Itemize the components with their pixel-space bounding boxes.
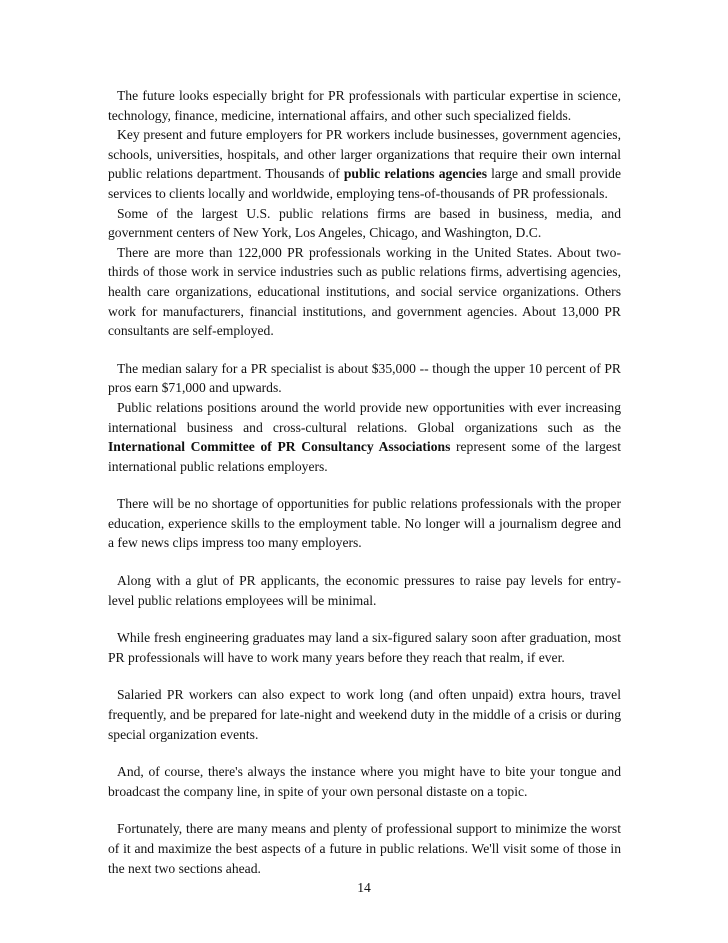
paragraph-text: Salaried PR workers can also expect to work long (and often unpaid) extra hours, travel frequently, and be prepared for late-night and weekend duty in the middle of a crisis or during special organization events. — [108, 687, 621, 742]
paragraph-text: Some of the largest U.S. public relations firms are based in business, media, and government centers of New York, Los Angeles, Chicago, and Washington, D.C. — [108, 205, 621, 241]
paragraph-text: While fresh engineering graduates may land a six-figured salary soon after graduation, most PR professionals will have to work many years before they reach that realm, if ever. — [108, 630, 621, 665]
paragraph-text: There are more than 122,000 PR professionals working in the United States. About two-thirds of those work in service industries such as public relations firms, advertising agencies, health care organizations, educational institutions, and social service organizations. Others work for manufacturers, financial institutions, and government agencies. About 13,000 PR consultants are self-employed. — [108, 244, 621, 339]
document-body — [108, 86, 621, 878]
paragraph-salary — [108, 359, 621, 398]
paragraph-text: There will be no shortage of opportunities for public relations professionals with the proper education, experience skills to the employment table. No longer will a journalism degree and a few news clips impress too many employers. — [108, 496, 621, 551]
paragraph-text: large and small provide services to clients locally and worldwide, employing tens-of-thousands of PR professionals. — [108, 166, 621, 201]
bold-term-icco: International Committee of PR Consultancy Associations — [108, 439, 451, 455]
paragraph-text: The future looks especially bright for PR professionals with particular expertise in science, technology, finance, medicine, international affairs, and other such specialized fields. — [108, 88, 621, 123]
paragraph-text: And, of course, there's always the instance where you might have to bite your tongue and broadcast the company line, in spite of your own personal distaste on a topic. — [108, 764, 621, 799]
paragraph-employment-stats — [108, 243, 621, 341]
paragraph-text: Fortunately, there are many means and plenty of professional support to minimize the worst of it and maximize the best aspects of a future in public relations. We'll visit some of those in the next two sections ahead. — [108, 821, 621, 876]
bold-term-pr-agencies: public relations agencies — [343, 166, 488, 182]
paragraph-text: The median salary for a PR specialist is about $35,000 -- though the upper 10 percent of PR pros earn $71,000 and upwards. — [108, 360, 621, 396]
paragraph-company-line — [108, 762, 621, 801]
paragraph-text: Public relations positions around the world provide new opportunities with ever increasing international business and cross-cultural relations. Global organizations such as the — [108, 399, 621, 435]
paragraph-extra-hours — [108, 685, 621, 744]
paragraph-international — [108, 398, 621, 476]
paragraph-engineering-comparison — [108, 628, 621, 667]
paragraph-employers — [108, 125, 621, 203]
paragraph-future-outlook — [108, 86, 621, 125]
paragraph-text: represent some of the largest international public relations employers. — [108, 439, 621, 474]
page-number: 14 — [357, 880, 371, 895]
paragraph-text: Along with a glut of PR applicants, the economic pressures to raise pay levels for entry-level public relations employees will be minimal. — [108, 573, 621, 608]
paragraph-text: Key present and future employers for PR workers include businesses, government agencies, schools, universities, hospitals, and other larger organizations that require their own internal public relations department. Thousands of — [108, 127, 621, 182]
paragraph-closing — [108, 819, 621, 878]
paragraph-opportunities — [108, 494, 621, 553]
paragraph-pay-pressures — [108, 571, 621, 610]
paragraph-us-firms — [108, 204, 621, 243]
